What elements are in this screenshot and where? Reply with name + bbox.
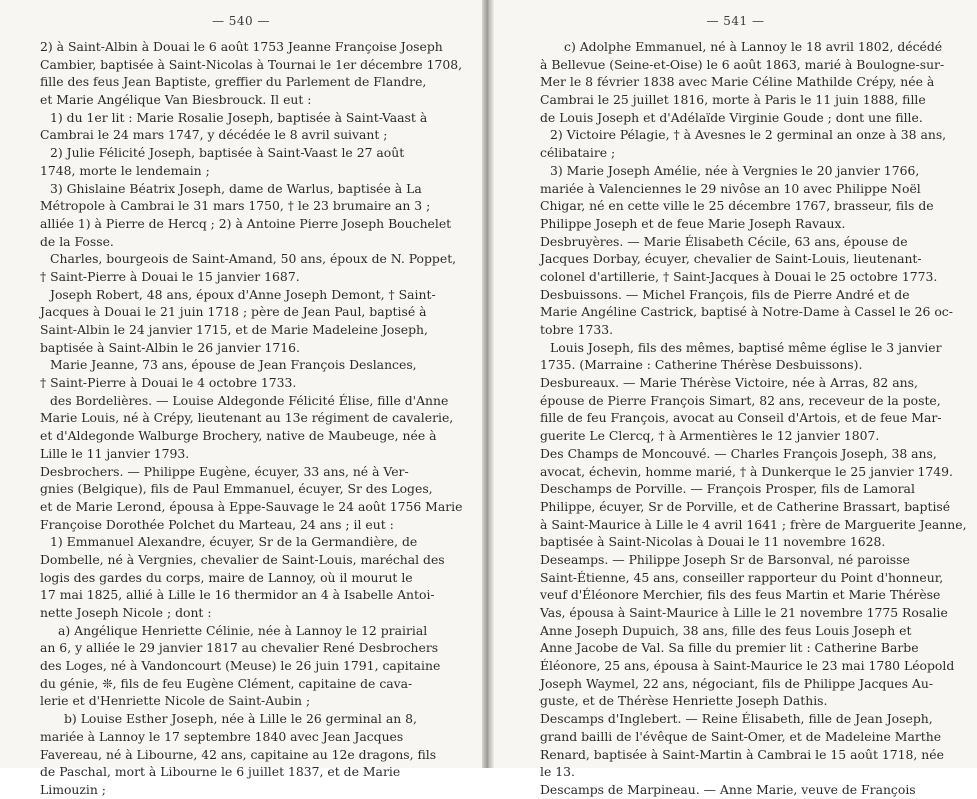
- text-line: Desbrochers. — Philippe Eugène, écuyer, 33 ans, né à Ver-: [40, 463, 409, 479]
- text-line: baptisée à Saint-Albin le 26 janvier 1716.: [40, 339, 300, 355]
- text-line: le 13.: [540, 764, 575, 780]
- text-line: c) Adolphe Emmanuel, né à Lannoy le 18 avril 1802, décédé: [564, 39, 943, 54]
- text-line: Descamps de Marpineau. — Anne Marie, veuve de François: [540, 781, 916, 797]
- text-line: Limouzin ;: [40, 781, 106, 797]
- text-line: Joseph Robert, 48 ans, époux d'Anne Joseph Demont, † Saint-: [50, 286, 436, 302]
- right-page-text: [540, 38, 967, 799]
- text-line: avocat, échevin, homme marié, † à Dunkerque le 25 janvier 1749.: [540, 463, 953, 479]
- text-line: de Paschal, mort à Libourne le 6 juillet 1837, et de Marie: [40, 764, 401, 780]
- text-line: Renard, baptisée à Saint-Martin à Cambrai le 15 août 1718, née: [540, 746, 944, 762]
- text-line: célibataire ;: [540, 145, 616, 161]
- text-line: 1735. (Marraine : Catherine Thérèse Desbuissons).: [540, 357, 863, 373]
- text-line: Saint-Étienne, 45 ans, conseiller rapporteur du Point d'honneur,: [540, 569, 944, 585]
- text-line: an 6, y alliée le 29 janvier 1817 au chevalier René Desbrochers: [40, 640, 439, 656]
- text-line: Anne Joseph Dupuich, 38 ans, fille des feus Louis Joseph et: [540, 622, 912, 638]
- text-line: des Bordelières. — Louise Aldegonde Félicité Élise, fille d'Anne: [50, 392, 449, 408]
- text-line: et Marie Angélique Van Biesbrouck. Il eut :: [40, 92, 312, 108]
- text-line: logis des gardes du corps, maire de Lannoy, où il mourut le: [40, 569, 413, 585]
- text-line: nette Joseph Nicole ; dont :: [40, 605, 212, 620]
- text-line: guste, et de Thérèse Henriette Joseph Dathis.: [540, 693, 828, 709]
- text-line: Desbruyères. — Marie Élisabeth Cécile, 63 ans, épouse de: [540, 233, 908, 249]
- text-line: a) Angélique Henriette Célinie, née à Lannoy le 12 prairial: [58, 622, 428, 638]
- text-line: épouse de Pierre François Simart, 82 ans, receveur de la poste,: [540, 392, 941, 408]
- text-line: 1) du 1er lit : Marie Rosalie Joseph, baptisée à Saint-Vaast à: [50, 109, 428, 125]
- text-line: mariée à Lannoy le 17 septembre 1840 avec Jean Jacques: [40, 728, 404, 744]
- text-line: Joseph Waymel, 22 ans, négociant, fils de Philippe Jacques Au-: [540, 675, 934, 691]
- text-line: † Saint-Pierre à Douai le 4 octobre 1733.: [40, 375, 297, 391]
- text-line: Vas, épousa à Saint-Maurice à Lille le 21 novembre 1775 Rosalie: [540, 605, 948, 620]
- text-line: tobre 1733.: [540, 322, 614, 337]
- text-line: 1) Emmanuel Alexandre, écuyer, Sr de la Germandière, de: [50, 534, 418, 550]
- page-number-540: — 540 —: [211, 14, 271, 28]
- text-line: 17 mai 1825, allié à Lille le 16 thermidor an 4 à Isabelle Antoi-: [40, 587, 435, 603]
- text-line: mariée à Valenciennes le 29 nivôse an 10 avec Philippe Noël: [540, 180, 921, 196]
- text-line: Anne Jacobe de Val. Sa fille du premier lit : Catherine Barbe: [540, 640, 919, 656]
- text-line: à Saint-Maurice à Lille le 4 avril 1641 ; frère de Marguerite Jeanne,: [540, 516, 967, 532]
- text-line: Mer le 8 février 1838 avec Marie Céline Mathilde Crépy, née à: [540, 74, 935, 90]
- text-line: Desbuissons. — Michel François, fils de Pierre André et de: [540, 286, 910, 302]
- text-line: alliée 1) à Pierre de Hercq ; 2) à Antoine Pierre Joseph Bouchelet: [40, 215, 452, 231]
- text-line: et de Marie Lerond, épousa à Eppe-Sauvage le 24 août 1756 Marie: [40, 498, 463, 514]
- text-line: gnies (Belgique), fils de Paul Emmanuel, écuyer, Sr des Loges,: [40, 481, 433, 497]
- text-line: du génie, ❊, fils de feu Eugène Clément, capitaine de cava-: [40, 675, 413, 691]
- text-line: baptisée à Saint-Nicolas à Douai le 11 novembre 1628.: [540, 534, 886, 550]
- text-line: Lille le 11 janvier 1793.: [40, 445, 190, 461]
- text-line: Louis Joseph, fils des mêmes, baptisé même église le 3 janvier: [550, 339, 942, 355]
- text-line: Cambrai le 25 juillet 1816, morte à Paris le 11 juin 1888, fille: [540, 92, 926, 108]
- text-line: Des Champs de Moncouvé. — Charles François Joseph, 38 ans,: [540, 445, 937, 461]
- left-page: [0, 0, 482, 797]
- text-line: Saint-Albin le 24 janvier 1715, et de Marie Madeleine Joseph,: [40, 322, 428, 337]
- text-line: à Bellevue (Seine-et-Oise) le 6 août 1863, marié à Boulogne-sur-: [540, 56, 945, 72]
- page-number-541: — 541 —: [706, 14, 765, 28]
- text-line: lerie et d'Henriette Nicole de Saint-Aubin ;: [40, 693, 311, 709]
- text-line: 2) à Saint-Albin à Douai le 6 août 1753 Jeanne Françoise Joseph: [40, 39, 443, 54]
- book-gutter: [482, 0, 494, 768]
- text-line: 2) Victoire Pélagie, † à Avesnes le 2 germinal an onze à 38 ans,: [550, 127, 947, 143]
- text-line: 3) Marie Joseph Amélie, née à Vergnies le 20 janvier 1766,: [550, 162, 920, 178]
- text-line: Jacques à Douai le 21 juin 1718 ; père de Jean Paul, baptisé à: [40, 304, 427, 320]
- text-line: Marie Jeanne, 73 ans, épouse de Jean François Deslances,: [50, 357, 417, 373]
- text-line: Métropole à Cambrai le 31 mars 1750, † le 23 brumaire an 3 ;: [40, 198, 431, 214]
- text-line: 3) Ghislaine Béatrix Joseph, dame de Warlus, baptisée à La: [50, 180, 422, 196]
- text-line: Charles, bourgeois de Saint-Amand, 50 ans, époux de N. Poppet,: [50, 251, 457, 267]
- text-line: des Loges, né à Vandoncourt (Meuse) le 26 juin 1791, capitaine: [40, 658, 441, 674]
- text-line: Descamps d'Inglebert. — Reine Élisabeth, fille de Jean Joseph,: [540, 711, 933, 727]
- text-line: fille de feu François, avocat au Conseil d'Artois, et de feue Mar-: [540, 410, 942, 426]
- text-line: Marie Angéline Castrick, baptisé à Notre-Dame à Cassel le 26 oc-: [540, 304, 953, 320]
- text-line: † Saint-Pierre à Douai le 15 janvier 1687.: [40, 268, 300, 284]
- text-line: Éléonore, 25 ans, épousa à Saint-Maurice le 23 mai 1780 Léopold: [540, 658, 955, 674]
- text-line: colonel d'artillerie, † Saint-Jacques à Douai le 25 octobre 1773.: [540, 268, 938, 284]
- text-line: Jacques Dorbay, écuyer, chevalier de Saint-Louis, lieutenant-: [540, 251, 922, 267]
- text-line: 2) Julie Félicité Joseph, baptisée à Saint-Vaast le 27 août: [50, 145, 405, 161]
- text-line: Dombelle, né à Vergnies, chevalier de Saint-Louis, maréchal des: [40, 551, 445, 567]
- text-line: Chigar, né en cette ville le 25 décembre 1767, brasseur, fils de: [540, 198, 934, 214]
- text-line: Marie Louis, né à Crépy, lieutenant au 13e régiment de cavalerie,: [40, 410, 454, 426]
- text-line: grand bailli de l'évêque de Saint-Omer, et de Madeleine Marthe: [540, 728, 942, 744]
- text-line: b) Louise Esther Joseph, née à Lille le 26 germinal an 8,: [64, 711, 417, 727]
- text-line: Deseamps. — Philippe Joseph Sr de Barsonval, né paroisse: [540, 551, 910, 567]
- text-line: Favereau, né à Libourne, 42 ans, capitaine au 12e dragons, fils: [40, 746, 437, 762]
- text-line: Philippe, écuyer, Sr de Porville, et de Catherine Brassart, baptisé: [540, 498, 951, 514]
- text-line: fille des feus Jean Baptiste, greffier du Parlement de Flandre,: [40, 74, 427, 90]
- text-line: Philippe Joseph et de feue Marie Joseph Ravaux.: [540, 215, 846, 231]
- right-page: [494, 0, 977, 797]
- left-page-text: [40, 38, 463, 799]
- text-line: Cambier, baptisée à Saint-Nicolas à Tournai le 1er décembre 1708,: [40, 56, 463, 72]
- text-line: Desbureaux. — Marie Thérèse Victoire, née à Arras, 82 ans,: [540, 375, 918, 391]
- text-line: et d'Aldegonde Walburge Brochery, native de Maubeuge, née à: [40, 428, 437, 444]
- text-line: Deschamps de Porville. — François Prosper, fils de Lamoral: [540, 481, 915, 497]
- text-line: Cambrai le 24 mars 1747, y décédée le 8 avril suivant ;: [40, 127, 388, 143]
- text-line: de la Fosse.: [40, 233, 114, 249]
- text-line: Françoise Dorothée Polchet du Marteau, 24 ans ; il eut :: [40, 516, 394, 532]
- text-line: veuf d'Éléonore Merchier, fils des feus Martin et Marie Thérèse: [540, 587, 941, 603]
- text-line: 1748, morte le lendemain ;: [40, 162, 210, 178]
- text-line: guerite Le Clercq, † à Armentières le 12 janvier 1807.: [540, 428, 880, 444]
- text-line: de Louis Joseph et d'Adélaïde Virginie Goude ; dont une fille.: [540, 109, 923, 125]
